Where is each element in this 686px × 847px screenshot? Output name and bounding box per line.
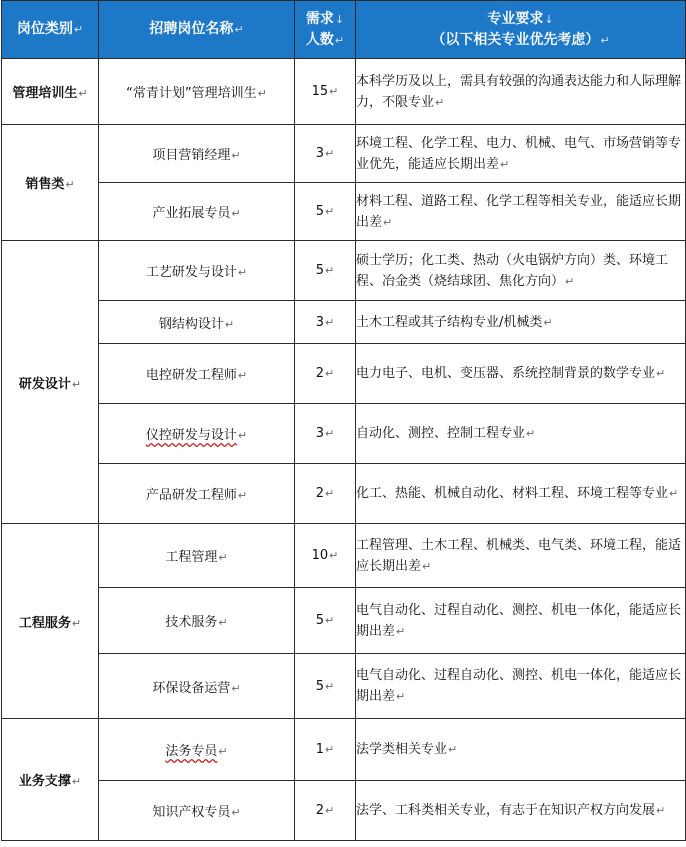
table-row <box>2 719 686 781</box>
position-label: 法务专员 <box>165 744 218 759</box>
table-row <box>2 241 686 301</box>
count-cell: 2↵ <box>295 344 356 404</box>
position-label: “常青计划”管理培训生 <box>126 86 257 101</box>
requirement-cell: 化工、热能、机械自动化、材料工程、环境工程等专业↵ <box>356 464 686 524</box>
category-label: 工程服务 <box>18 615 71 631</box>
count-cell: 5↵ <box>295 183 356 241</box>
header-count-line1: 需求 <box>305 10 334 27</box>
requirement-cell: 电力电子、电机、变压器、系统控制背景的数学专业↵ <box>356 344 686 404</box>
table-row <box>2 654 686 719</box>
position-label: 产业拓展专员 <box>152 206 231 221</box>
category-label: 业务支撑 <box>18 774 71 789</box>
position-cell: 技术服务↵ <box>99 588 295 654</box>
count-cell: 10↵ <box>295 524 356 588</box>
requirement-label: 材料工程、道路工程、化学工程等相关专业，能适应长期出差 <box>356 193 682 230</box>
requirement-label: 环境工程、化学工程、电力、机械、电气、市场营销等专业优先，能适应长期出差 <box>356 135 682 172</box>
requirement-label: 法学类相关专业 <box>356 742 448 757</box>
header-req-line2: （以下相关专业优先考虑） <box>431 31 600 48</box>
table-row <box>2 59 686 125</box>
position-cell: 产品研发工程师↵ <box>99 464 295 524</box>
count-label: 3 <box>315 426 325 441</box>
requirement-cell: 本科学历及以上，需具有较强的沟通表达能力和人际理解力，不限专业↵ <box>356 59 686 125</box>
recruitment-table <box>1 0 686 841</box>
requirement-cell: 法学、工科类相关专业，有志于在知识产权方向发展↵ <box>356 781 686 841</box>
table-row <box>2 464 686 524</box>
table-row <box>2 524 686 588</box>
category-label: 管理培训生 <box>12 86 78 101</box>
requirement-cell: 工程管理、土木工程、机械类、电气类、环境工程，能适应长期出差↵ <box>356 524 686 588</box>
table-row <box>2 344 686 404</box>
table-row <box>2 588 686 654</box>
position-cell: “常青计划”管理培训生↵ <box>99 59 295 125</box>
position-cell: 电控研发工程师↵ <box>99 344 295 404</box>
count-cell: 3↵ <box>295 125 356 183</box>
header-position-label: 招聘岗位名称 <box>149 21 234 37</box>
requirement-label: 化工、热能、机械自动化、材料工程、环境工程等专业 <box>356 486 669 501</box>
position-cell: 知识产权专员↵ <box>99 781 295 841</box>
table-row <box>2 781 686 841</box>
requirement-cell: 法学类相关专业↵ <box>356 719 686 781</box>
header-row <box>2 1 686 59</box>
category-cell: 工程服务↵ <box>2 524 99 719</box>
position-label: 电控研发工程师 <box>145 368 237 383</box>
table-row <box>2 301 686 344</box>
count-label: 3 <box>315 314 325 330</box>
header-req-line1: 专业要求 <box>487 10 544 27</box>
category-cell: 业务支撑↵ <box>2 719 99 841</box>
requirement-cell: 电气自动化、过程自动化、测控、机电一体化，能适应长期出差↵ <box>356 588 686 654</box>
header-count-line2: 人数 <box>305 31 334 48</box>
header-category-label: 岗位类别 <box>16 21 73 37</box>
position-cell: 工程管理↵ <box>99 524 295 588</box>
position-label: 知识产权专员 <box>152 805 231 820</box>
requirement-cell: 硕士学历；化工类、热动（火电锅炉方向）类、环境工程、冶金类（烧结球团、焦化方向）↵ <box>356 241 686 301</box>
position-label: 工艺研发与设计 <box>145 265 237 280</box>
position-cell: 产业拓展专员↵ <box>99 183 295 241</box>
category-cell: 销售类↵ <box>2 125 99 241</box>
count-label: 5 <box>315 204 325 219</box>
category-label: 销售类 <box>25 177 65 192</box>
count-label: 5 <box>315 613 325 628</box>
requirement-label: 工程管理、土木工程、机械类、电气类、环境工程，能适应长期出差 <box>356 537 682 574</box>
requirement-label: 土木工程或其子结构专业/机械类 <box>356 314 543 330</box>
position-cell: 工艺研发与设计↵ <box>99 241 295 301</box>
count-cell: 15↵ <box>295 59 356 125</box>
position-cell: 钢结构设计↵ <box>99 301 295 344</box>
requirement-label: 电力电子、电机、变压器、系统控制背景的数学专业 <box>356 366 656 381</box>
header-category: 岗位类别↵ <box>2 1 99 59</box>
position-cell: 项目营销经理↵ <box>99 125 295 183</box>
count-label: 2 <box>315 366 325 381</box>
requirement-cell: 材料工程、道路工程、化学工程等相关专业，能适应长期出差↵ <box>356 183 686 241</box>
category-cell: 研发设计↵ <box>2 241 99 524</box>
header-position: 招聘岗位名称↵ <box>99 1 295 59</box>
count-label: 1 <box>315 742 325 757</box>
requirement-label: 法学、工科类相关专业，有志于在知识产权方向发展 <box>356 803 656 818</box>
position-label: 工程管理 <box>165 550 218 565</box>
header-requirement: 专业要求↓ （以下相关专业优先考虑）↵ <box>356 1 686 59</box>
count-label: 2 <box>315 486 325 501</box>
count-label: 5 <box>315 263 325 278</box>
count-label: 15 <box>311 84 329 99</box>
count-cell: 5↵ <box>295 654 356 719</box>
category-label: 研发设计 <box>18 376 71 392</box>
position-label: 项目营销经理 <box>152 148 231 163</box>
position-label: 环保设备运营 <box>152 680 231 696</box>
table-row <box>2 125 686 183</box>
position-cell: 仪控研发与设计↵ <box>99 404 295 464</box>
requirement-cell: 土木工程或其子结构专业/机械类↵ <box>356 301 686 344</box>
position-label: 产品研发工程师 <box>145 488 237 503</box>
count-cell: 1↵ <box>295 719 356 781</box>
count-cell: 3↵ <box>295 404 356 464</box>
requirement-cell: 自动化、测控、控制工程专业↵ <box>356 404 686 464</box>
requirement-label: 本科学历及以上，需具有较强的沟通表达能力和人际理解力，不限专业 <box>356 73 682 110</box>
count-label: 3 <box>315 146 325 161</box>
position-label: 仪控研发与设计 <box>145 428 237 443</box>
table-row <box>2 404 686 464</box>
requirement-label: 硕士学历；化工类、热动（火电锅炉方向）类、环境工程、冶金类（烧结球团、焦化方向） <box>356 252 669 289</box>
count-cell: 2↵ <box>295 781 356 841</box>
count-label: 10 <box>311 548 329 563</box>
category-cell: 管理培训生↵ <box>2 59 99 125</box>
table-row <box>2 183 686 241</box>
count-cell: 5↵ <box>295 241 356 301</box>
requirement-cell: 电气自动化、过程自动化、测控、机电一体化，能适应长期出差↵ <box>356 654 686 719</box>
requirement-label: 电气自动化、过程自动化、测控、机电一体化，能适应长期出差 <box>356 602 682 639</box>
position-cell: 环保设备运营↵ <box>99 654 295 719</box>
count-label: 2 <box>315 803 325 818</box>
count-cell: 5↵ <box>295 588 356 654</box>
requirement-label: 自动化、测控、控制工程专业 <box>356 426 526 441</box>
position-label: 钢结构设计 <box>158 316 224 332</box>
count-cell: 2↵ <box>295 464 356 524</box>
position-label: 技术服务 <box>165 615 218 630</box>
count-cell: 3↵ <box>295 301 356 344</box>
header-count: 需求↓ 人数↵ <box>295 1 356 59</box>
count-label: 5 <box>315 678 325 694</box>
position-cell: 法务专员↵ <box>99 719 295 781</box>
requirement-cell: 环境工程、化学工程、电力、机械、电气、市场营销等专业优先，能适应长期出差↵ <box>356 125 686 183</box>
requirement-label: 电气自动化、过程自动化、测控、机电一体化，能适应长期出差 <box>356 668 682 704</box>
